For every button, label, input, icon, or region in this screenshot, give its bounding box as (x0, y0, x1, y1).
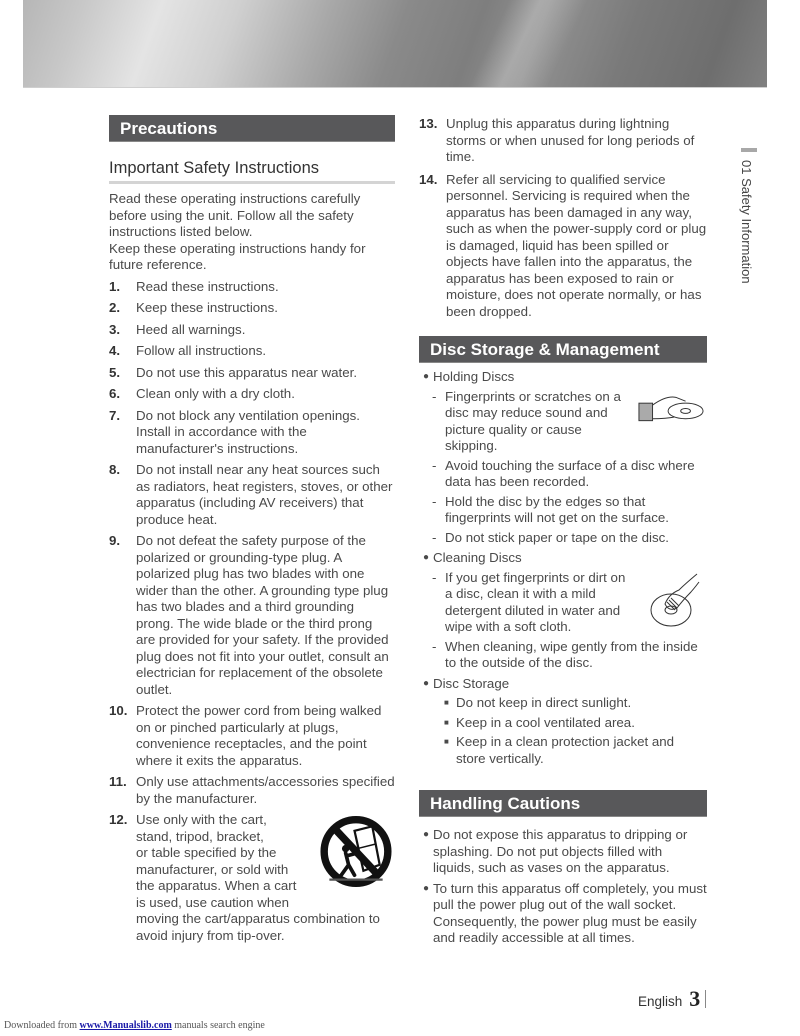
page-number: 3 (689, 986, 701, 1011)
bullet-icon: ● (423, 677, 430, 689)
list-item (109, 774, 395, 807)
hand-wiping-disc-icon (647, 570, 703, 630)
safety-instruction-list (109, 279, 395, 945)
safety-instruction-list-continued (419, 116, 707, 320)
item-text: Clean only with a dry cloth. (136, 386, 295, 401)
cleaning-discs-first-point (419, 570, 707, 636)
item-text: Heed all warnings. (136, 321, 246, 337)
item-text: Do not use this apparatus near water. (136, 364, 358, 380)
bullet-icon: ● (423, 882, 430, 894)
list-item (109, 343, 395, 360)
footer-divider (705, 990, 706, 1008)
item-number: 5. (109, 364, 121, 380)
bullet-disc-storage (419, 676, 707, 693)
section-title-handling-cautions: Handling Cautions (419, 790, 707, 817)
bullet-icon: ● (423, 829, 430, 840)
square-text: Keep in a clean protection jacket and store vertically. (456, 734, 675, 766)
item-text-line: moving the cart/apparatus combination to avoid injury from tip-over. (136, 911, 380, 943)
square-bullet-icon: ■ (444, 717, 449, 727)
cart-tip-over-warning-icon (319, 816, 393, 890)
disc-storage-content (419, 369, 707, 767)
chapter-label: 01 Safety Information (739, 160, 754, 284)
download-note (4, 1020, 265, 1031)
dash-icon: - (432, 638, 437, 654)
dash-item (419, 458, 707, 491)
item-number: 9. (109, 533, 121, 548)
item-number: 8. (109, 462, 121, 477)
download-suffix: manuals search engine (171, 1020, 265, 1031)
item-text: Protect the power cord from being walked on or pinched particularly at plugs, convenience receptacles, and the point where it exits the apparatus. (136, 703, 382, 768)
item-number: 10. (109, 703, 128, 718)
bullet-label: Disc Storage (433, 675, 510, 691)
list-item (109, 703, 395, 769)
item-text: Follow all instructions. (136, 343, 267, 358)
page-footer (638, 986, 706, 1012)
list-item (109, 322, 395, 339)
subheading-safety-instructions: Important Safety Instructions (109, 159, 395, 184)
download-prefix: Downloaded from (4, 1020, 80, 1031)
item-number: 3. (109, 321, 121, 337)
list-item (109, 812, 395, 944)
bullet-text: Do not expose this apparatus to dripping or splashing. Do not put objects filled with liquids, such as vases on the apparatus. (433, 827, 688, 875)
item-text: Keep these instructions. (136, 300, 278, 315)
dash-text: Avoid touching the surface of a disc where data has been recorded. (445, 457, 695, 489)
item-text: Do not install near any heat sources such as radiators, heat registers, stoves, or other apparatus (including AV receivers) that produce heat. (136, 462, 393, 527)
dash-text: Do not stick paper or tape on the disc. (445, 529, 669, 545)
dash-text: Fingerprints or scratches on a disc may reduce sound and picture quality or cause skipping. (445, 388, 621, 453)
section-title-disc-storage: Disc Storage & Management (419, 336, 707, 363)
item-text-line: manufacturer, or sold with (136, 861, 289, 877)
intro-paragraph: Read these operating instructions carefully before using the unit. Follow all the safety instructions listed below. (109, 191, 361, 239)
manualslib-link[interactable]: www.Manualslib.com (79, 1020, 172, 1031)
item-text-line: is used, use caution when (136, 894, 290, 910)
bullet-text: To turn this apparatus off completely, you must pull the power plug out of the wall socket. Consequently, the power plug must be easily and readily accessible at all times. (433, 880, 707, 945)
square-item (419, 734, 707, 767)
bullet-label: Cleaning Discs (433, 550, 522, 565)
item-number: 6. (109, 386, 121, 401)
dash-item (419, 530, 707, 547)
dash-text: When cleaning, wipe gently from the inside to the outside of the disc. (445, 638, 698, 670)
list-item (109, 386, 395, 403)
item-text: Refer all servicing to qualified service personnel. Servicing is required when the apparatus has been damaged in any way, such as when the power-supply cord or plug is damaged, liquid has been spilled or objects have fallen into the apparatus, the apparatus has been exposed to rain or moisture, does not operate normally, or has been dropped. (446, 171, 707, 319)
bullet-item (419, 881, 707, 947)
left-column (109, 115, 395, 949)
list-item (109, 408, 395, 458)
list-item (109, 365, 395, 382)
item-number: 12. (109, 812, 128, 827)
item-text: Unplug this apparatus during lightning storms or when unused for long periods of time. (446, 116, 695, 164)
item-number: 2. (109, 300, 121, 315)
dash-icon: - (432, 457, 437, 473)
dash-icon: - (432, 388, 437, 404)
language-label: English (638, 994, 683, 1009)
right-column (419, 116, 707, 947)
item-text-line: the apparatus. When a cart (136, 878, 297, 893)
bullet-icon: ● (423, 552, 430, 563)
list-item (109, 462, 395, 528)
item-text: Do not defeat the safety purpose of the polarized or grounding-type plug. A polarized plug has two blades with one wider than the other. A grounding type plug has two blades and a third grounding prong. The wide blade or the third prong are provided for your safety. If the provided plug does not fit into your outlet, consult an electrician for replacement of the obsolete outlet. (136, 533, 389, 697)
section-title-precautions: Precautions (109, 115, 395, 142)
list-item (109, 533, 395, 698)
handling-cautions-content (419, 827, 707, 947)
hand-holding-disc-icon (637, 389, 705, 429)
square-item (419, 715, 707, 732)
item-text: Only use attachments/accessories specified by the manufacturer. (136, 774, 395, 806)
list-item (419, 116, 707, 166)
holding-discs-first-point (419, 389, 707, 455)
list-item (109, 300, 395, 317)
intro-paragraph: Keep these operating instructions handy for future reference. (109, 240, 366, 272)
item-text-line: Use only with the cart, (136, 812, 267, 827)
square-text: Keep in a cool ventilated area. (456, 714, 635, 730)
bullet-icon: ● (423, 371, 430, 382)
item-text: Do not block any ventilation openings. Install in accordance with the manufacturer's instructions. (136, 407, 360, 456)
bullet-label: Holding Discs (433, 369, 515, 384)
square-bullet-icon: ■ (444, 737, 449, 746)
item-number: 13. (419, 116, 438, 131)
bullet-item (419, 827, 707, 877)
item-number: 7. (109, 407, 121, 423)
list-item (109, 279, 395, 296)
item-text-line: or table specified by the (136, 845, 277, 860)
bullet-holding-discs (419, 369, 707, 386)
item-text-line: stand, tripod, bracket, (136, 828, 264, 844)
item-number: 11. (109, 774, 127, 789)
dash-text: Hold the disc by the edges so that fingerprints will not get on the surface. (445, 493, 669, 525)
item-number: 1. (109, 278, 121, 294)
item-number: 4. (109, 343, 121, 358)
item-text: Read these instructions. (136, 278, 279, 294)
square-text: Do not keep in direct sunlight. (456, 695, 632, 710)
header-banner-image (23, 0, 767, 88)
square-item (419, 695, 707, 712)
dash-icon: - (432, 493, 437, 509)
bullet-cleaning-discs (419, 550, 707, 567)
chapter-side-tab (737, 148, 761, 318)
side-tab-marker (741, 148, 757, 152)
list-item (419, 172, 707, 321)
square-bullet-icon: ■ (444, 698, 449, 707)
dash-text: If you get fingerprints or dirt on a disc, clean it with a mild detergent diluted in water and wipe with a soft cloth. (445, 569, 626, 634)
dash-icon: - (432, 569, 437, 585)
dash-icon: - (432, 529, 437, 545)
item-number: 14. (419, 171, 438, 187)
dash-item (419, 494, 707, 527)
dash-item (419, 639, 707, 672)
